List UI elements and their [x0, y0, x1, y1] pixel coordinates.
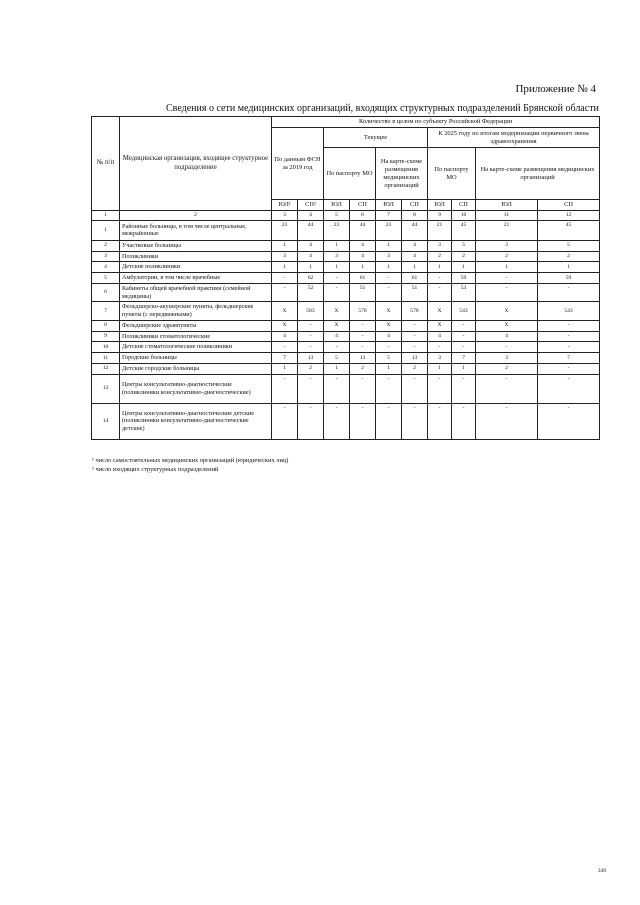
value-cell: -	[428, 342, 452, 353]
value-cell: 1	[272, 262, 298, 273]
value-cell: 4	[476, 331, 538, 342]
header-sub-cell: ЮЛ	[428, 200, 452, 211]
value-cell: -	[298, 331, 324, 342]
value-cell: -	[272, 273, 298, 284]
value-cell: -	[428, 283, 452, 302]
value-cell: 2	[402, 363, 428, 374]
value-cell: -	[324, 283, 350, 302]
header-num: № п/п	[92, 117, 120, 211]
value-cell: 4	[376, 331, 402, 342]
value-cell: 1	[324, 363, 350, 374]
table-row	[92, 320, 600, 331]
value-cell: X	[272, 320, 298, 331]
value-cell: 1	[376, 363, 402, 374]
table-row	[92, 220, 600, 240]
row-organization-name: Поликлиники стоматологические	[120, 331, 272, 342]
value-cell: -	[452, 403, 476, 439]
header-passport-mo-2025: По паспорту МО	[428, 148, 476, 200]
header-org: Медицинская организация, входящее структурное подразделение	[120, 117, 272, 211]
value-cell: 1	[298, 262, 324, 273]
row-organization-name: Детские городские больницы	[120, 363, 272, 374]
value-cell: 4	[324, 331, 350, 342]
value-cell: 45	[452, 220, 476, 240]
value-cell: 44	[298, 220, 324, 240]
row-number: 5	[92, 273, 120, 284]
value-cell: 1	[376, 240, 402, 251]
table-header	[92, 117, 600, 221]
value-cell: 1	[272, 363, 298, 374]
value-cell: 4	[298, 240, 324, 251]
value-cell: -	[324, 342, 350, 353]
value-cell: 7	[452, 353, 476, 364]
value-cell: -	[452, 374, 476, 403]
value-cell: 1	[402, 262, 428, 273]
value-cell: 578	[350, 302, 376, 321]
value-cell: 23	[272, 220, 298, 240]
footnote-2: ² число входящих структурных подразделений	[92, 465, 219, 473]
column-number-cell: 2	[120, 211, 272, 221]
value-cell: 23	[324, 220, 350, 240]
medical-network-table	[91, 116, 600, 440]
value-cell: 2	[538, 251, 600, 262]
value-cell: -	[298, 320, 324, 331]
value-cell: -	[324, 403, 350, 439]
value-cell: 61	[402, 273, 428, 284]
value-cell: X	[428, 320, 452, 331]
row-number: 10	[92, 342, 120, 353]
value-cell: 3	[476, 353, 538, 364]
column-number-cell: 6	[350, 211, 376, 221]
value-cell: -	[298, 403, 324, 439]
value-cell: -	[298, 374, 324, 403]
value-cell: 1	[324, 240, 350, 251]
value-cell: 45	[538, 220, 600, 240]
value-cell: 59	[452, 273, 476, 284]
value-cell: -	[452, 331, 476, 342]
column-number-cell: 4	[298, 211, 324, 221]
value-cell: 13	[350, 353, 376, 364]
row-number: 11	[92, 353, 120, 364]
header-fsn-2019: По данным ФСН за 2019 год	[272, 128, 324, 200]
value-cell: 4	[272, 331, 298, 342]
value-cell: 2	[298, 363, 324, 374]
value-cell: -	[298, 342, 324, 353]
value-cell: -	[538, 331, 600, 342]
footnotes	[92, 457, 332, 474]
value-cell: 1	[428, 363, 452, 374]
value-cell: 4	[402, 251, 428, 262]
value-cell: 52	[298, 283, 324, 302]
value-cell: 4	[298, 251, 324, 262]
table-body	[92, 220, 600, 439]
header-current: Текущее	[324, 128, 428, 148]
value-cell: -	[538, 342, 600, 353]
row-number: 1	[92, 220, 120, 240]
row-organization-name: Фельдшерско-акушерские пункты, фельдшерские пункты (с передвижными)	[120, 302, 272, 321]
header-total: Количество в целом по субъекту Российской Федерации	[272, 117, 600, 128]
value-cell: 23	[376, 220, 402, 240]
row-organization-name: Центры консультативно-диагностические (поликлиники консультативно-диагностические)	[120, 374, 272, 403]
value-cell: -	[538, 363, 600, 374]
value-cell: 62	[298, 273, 324, 284]
value-cell: 1	[324, 262, 350, 273]
value-cell: -	[350, 331, 376, 342]
value-cell: -	[476, 403, 538, 439]
value-cell: X	[376, 320, 402, 331]
value-cell: 2	[476, 363, 538, 374]
row-number: 6	[92, 283, 120, 302]
column-number-cell: 10	[452, 211, 476, 221]
value-cell: 51	[402, 283, 428, 302]
column-number-cell: 3	[272, 211, 298, 221]
value-cell: 1	[428, 262, 452, 273]
value-cell: -	[402, 342, 428, 353]
value-cell: -	[350, 342, 376, 353]
column-number-cell: 5	[324, 211, 350, 221]
value-cell: 3	[428, 240, 452, 251]
value-cell: -	[538, 283, 600, 302]
value-cell: 61	[350, 273, 376, 284]
row-number: 9	[92, 331, 120, 342]
value-cell: 59	[538, 273, 600, 284]
column-number-cell: 7	[376, 211, 402, 221]
value-cell: -	[428, 374, 452, 403]
value-cell: -	[476, 283, 538, 302]
header-sub-cell: ЮЛ	[376, 200, 402, 211]
value-cell: X	[324, 320, 350, 331]
table-row	[92, 374, 600, 403]
table-row	[92, 240, 600, 251]
value-cell: -	[402, 374, 428, 403]
value-cell: 4	[350, 251, 376, 262]
row-organization-name: Кабинеты общей врачебной практики (семейной медицины)	[120, 283, 272, 302]
value-cell: -	[376, 403, 402, 439]
value-cell: -	[452, 342, 476, 353]
row-organization-name: Поликлиники	[120, 251, 272, 262]
value-cell: 13	[402, 353, 428, 364]
row-number: 4	[92, 262, 120, 273]
table-row	[92, 251, 600, 262]
value-cell: 1	[538, 262, 600, 273]
value-cell: -	[538, 374, 600, 403]
value-cell: 3	[476, 240, 538, 251]
value-cell: -	[428, 403, 452, 439]
header-sub-cell: СП	[402, 200, 428, 211]
value-cell: -	[272, 403, 298, 439]
value-cell: 2	[476, 251, 538, 262]
value-cell: X	[476, 302, 538, 321]
header-sub-cell: ЮЛ	[476, 200, 538, 211]
value-cell: -	[272, 283, 298, 302]
value-cell: 13	[298, 353, 324, 364]
value-cell: 578	[402, 302, 428, 321]
value-cell: X	[324, 302, 350, 321]
value-cell: 1	[452, 262, 476, 273]
row-organization-name: Фельдшерские здравпункты	[120, 320, 272, 331]
value-cell: 4	[350, 240, 376, 251]
value-cell: -	[376, 283, 402, 302]
column-number-cell: 11	[476, 211, 538, 221]
value-cell: 3	[428, 353, 452, 364]
value-cell: 1	[452, 363, 476, 374]
table-row	[92, 302, 600, 321]
row-number: 8	[92, 320, 120, 331]
value-cell: 1	[376, 262, 402, 273]
header-map-scheme-2025: На карте-схеме размещения медицинских организаций	[476, 148, 600, 200]
value-cell: -	[376, 273, 402, 284]
header-sub-cell: ЮЛ	[324, 200, 350, 211]
appendix-label: Приложение № 4	[515, 83, 596, 95]
value-cell: 1	[272, 240, 298, 251]
table-row	[92, 262, 600, 273]
value-cell: 2	[350, 363, 376, 374]
value-cell: 3	[376, 251, 402, 262]
value-cell: 53	[452, 283, 476, 302]
value-cell: -	[324, 374, 350, 403]
column-number-cell: 12	[538, 211, 600, 221]
row-number: 7	[92, 302, 120, 321]
header-sub-cell: СП	[350, 200, 376, 211]
value-cell: -	[272, 374, 298, 403]
value-cell: 21	[476, 220, 538, 240]
row-organization-name: Центры консультативно-диагностические детские (поликлиники консультативно-диагностические детские)	[120, 403, 272, 439]
table-row	[92, 363, 600, 374]
value-cell: -	[476, 374, 538, 403]
row-number: 12	[92, 363, 120, 374]
value-cell: 5	[376, 353, 402, 364]
header-passport-mo: По паспорту МО	[324, 148, 376, 200]
row-number: 3	[92, 251, 120, 262]
value-cell: X	[376, 302, 402, 321]
table-row	[92, 403, 600, 439]
column-number-cell: 8	[402, 211, 428, 221]
table-caption: Сведения о сети медицинских организаций, входящих структурных подразделений Брянской области	[166, 103, 599, 114]
header-map-scheme: На карте-схеме размещения медицинских организаций	[376, 148, 428, 200]
header-2025: К 2025 году по итогам модернизации первичного звена здравоохранения	[428, 128, 600, 148]
column-number-cell: 9	[428, 211, 452, 221]
value-cell: 543	[452, 302, 476, 321]
table-row	[92, 283, 600, 302]
value-cell: 5	[538, 240, 600, 251]
value-cell: -	[402, 403, 428, 439]
value-cell: 3	[272, 251, 298, 262]
value-cell: -	[402, 331, 428, 342]
column-number-cell: 1	[92, 211, 120, 221]
value-cell: 44	[350, 220, 376, 240]
table-row	[92, 273, 600, 284]
value-cell: -	[538, 403, 600, 439]
value-cell: X	[476, 320, 538, 331]
value-cell: -	[350, 374, 376, 403]
row-organization-name: Районные больницы, в том числе центральные, межрайонные	[120, 220, 272, 240]
table-row	[92, 342, 600, 353]
value-cell: 1	[476, 262, 538, 273]
value-cell: 3	[324, 251, 350, 262]
value-cell: 4	[402, 240, 428, 251]
value-cell: 51	[350, 283, 376, 302]
row-number: 13	[92, 374, 120, 403]
row-organization-name: Детские стоматологические поликлиники	[120, 342, 272, 353]
row-number: 2	[92, 240, 120, 251]
value-cell: -	[402, 320, 428, 331]
row-number: 14	[92, 403, 120, 439]
value-cell: 4	[428, 331, 452, 342]
value-cell: -	[476, 273, 538, 284]
header-sub-cell: СП²	[298, 200, 324, 211]
header-sub-cell: ЮЛ¹	[272, 200, 298, 211]
value-cell: -	[350, 403, 376, 439]
value-cell: 5	[324, 353, 350, 364]
value-cell: -	[452, 320, 476, 331]
value-cell: 583	[298, 302, 324, 321]
value-cell: -	[324, 273, 350, 284]
value-cell: -	[350, 320, 376, 331]
value-cell: -	[272, 342, 298, 353]
table-row	[92, 331, 600, 342]
value-cell: 7	[272, 353, 298, 364]
row-organization-name: Детские поликлиники	[120, 262, 272, 273]
value-cell: 7	[538, 353, 600, 364]
value-cell: X	[428, 302, 452, 321]
value-cell: 21	[428, 220, 452, 240]
value-cell: -	[428, 273, 452, 284]
value-cell: X	[272, 302, 298, 321]
header-sub-cell: СП	[538, 200, 600, 211]
value-cell: -	[376, 374, 402, 403]
value-cell: -	[538, 320, 600, 331]
value-cell: 2	[452, 251, 476, 262]
value-cell: 5	[452, 240, 476, 251]
value-cell: -	[376, 342, 402, 353]
footnote-1: ¹ число самостоятельных медицинских организаций (юридических лиц)	[92, 457, 289, 464]
row-organization-name: Участковые больницы	[120, 240, 272, 251]
value-cell: 1	[350, 262, 376, 273]
row-organization-name: Городские больницы	[120, 353, 272, 364]
row-organization-name: Амбулатории, в том числе врачебные	[120, 273, 272, 284]
value-cell: 2	[428, 251, 452, 262]
value-cell: -	[476, 342, 538, 353]
value-cell: 44	[402, 220, 428, 240]
value-cell: 543	[538, 302, 600, 321]
header-sub-cell: СП	[452, 200, 476, 211]
table-row	[92, 353, 600, 364]
page-number: 349	[597, 868, 606, 874]
